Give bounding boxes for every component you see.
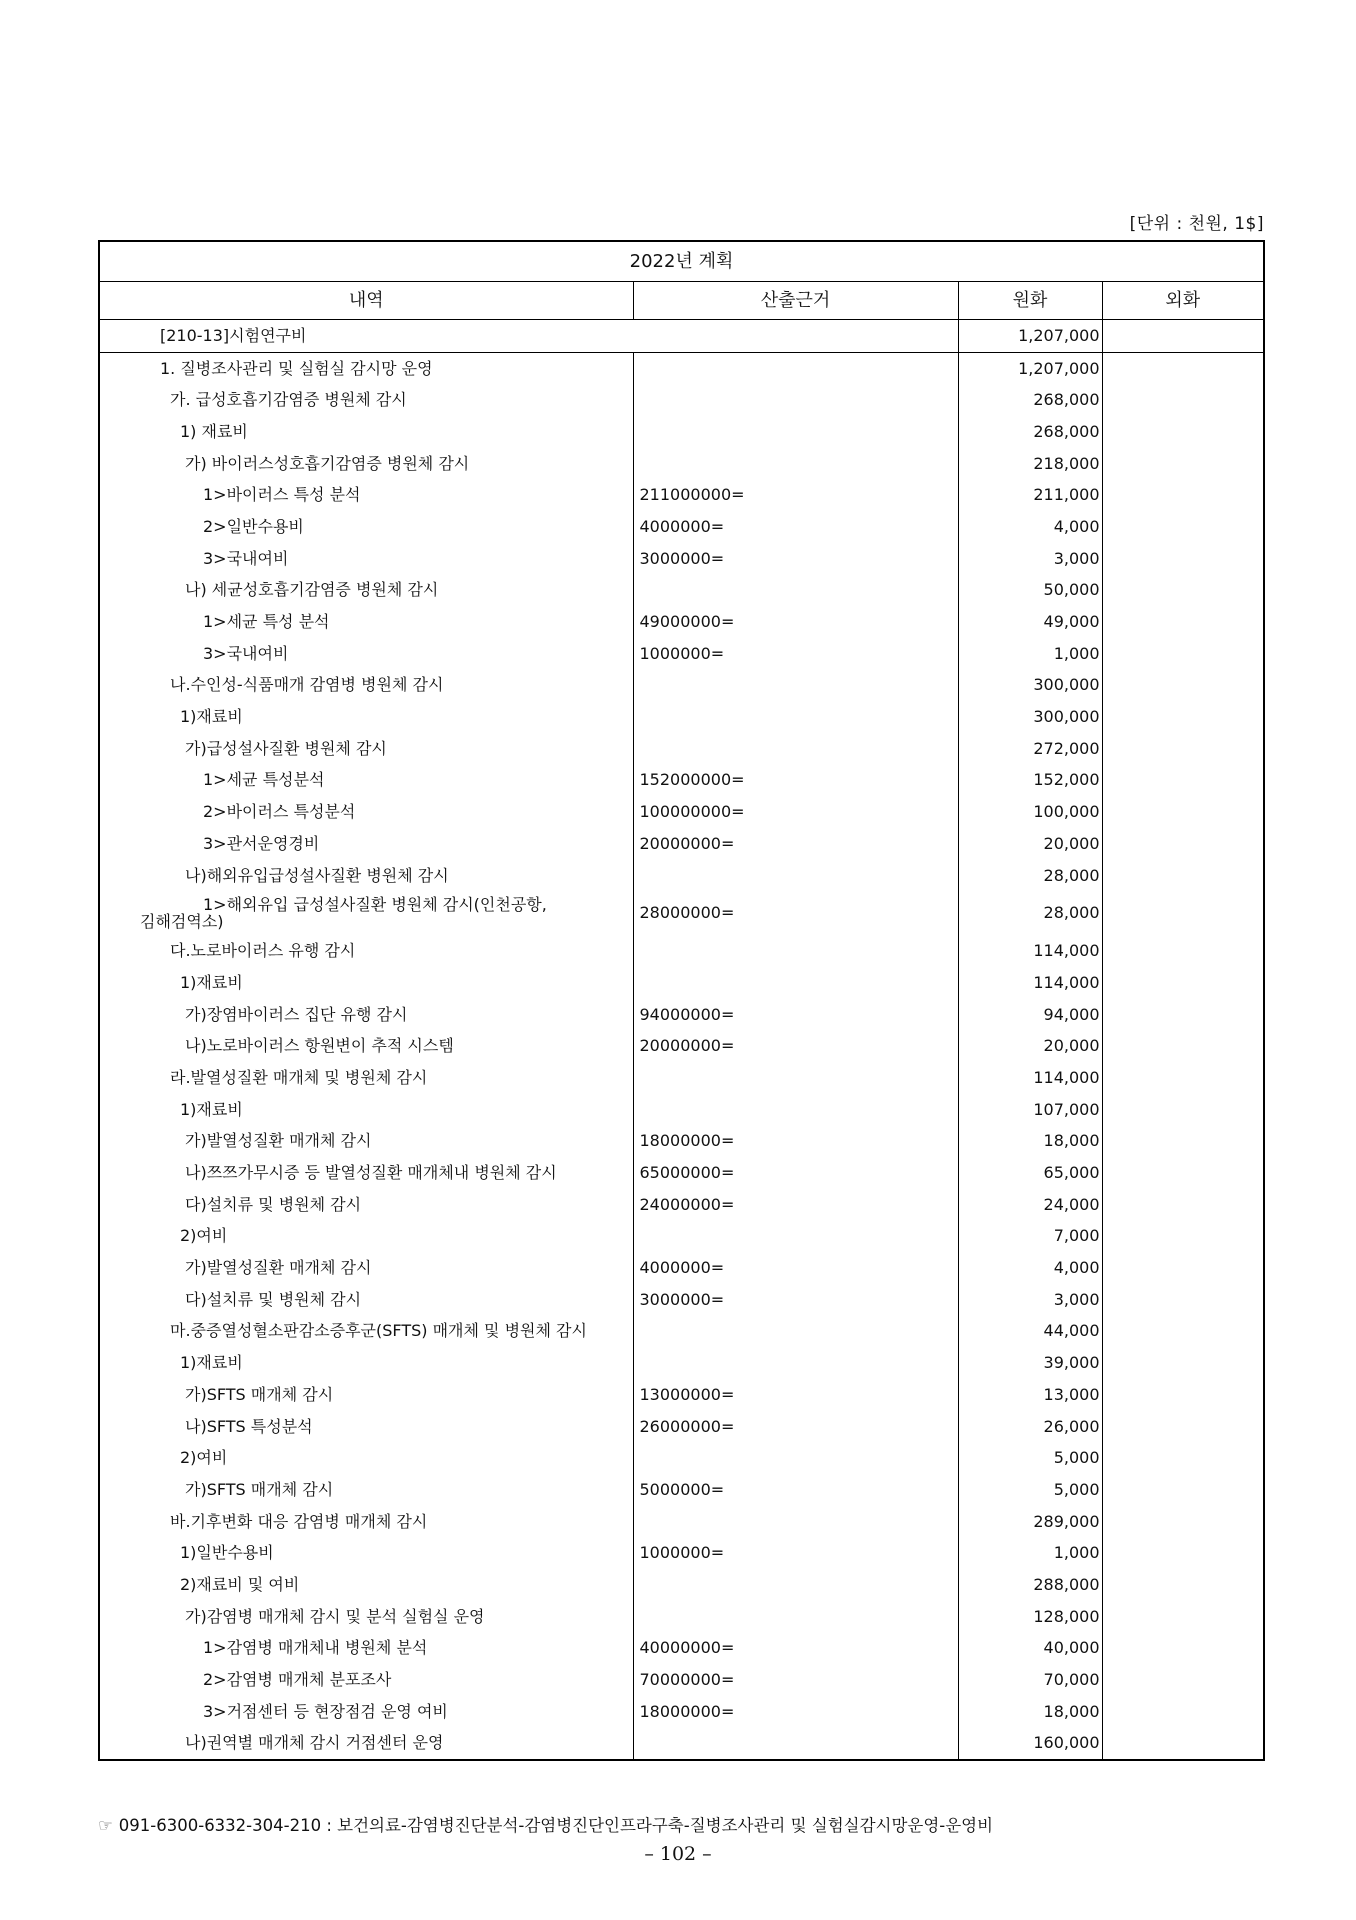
row-description: 나)노로바이러스 항원변이 추적 시스템 — [99, 1030, 633, 1062]
row-description: 다)설치류 및 병원체 감시 — [99, 1284, 633, 1316]
row-krw: 94,000 — [958, 999, 1102, 1031]
row-krw: 107,000 — [958, 1094, 1102, 1126]
row-description: 나)쯔쯔가무시증 등 발열성질환 매개체내 병원체 감시 — [99, 1157, 633, 1189]
table-row — [99, 1696, 1264, 1728]
row-basis — [633, 1347, 958, 1379]
row-fx — [1102, 935, 1264, 967]
row-description: 2)여비 — [99, 1442, 633, 1474]
row-basis: 211000000= — [633, 479, 958, 511]
row-basis: 4000000= — [633, 1252, 958, 1284]
table-row — [99, 701, 1264, 733]
row-fx — [1102, 1537, 1264, 1569]
table-row — [99, 1728, 1264, 1761]
row-fx — [1102, 448, 1264, 480]
table-row — [99, 1252, 1264, 1284]
row-description: 가)발열성질환 매개체 감시 — [99, 1252, 633, 1284]
row-basis — [633, 1221, 958, 1253]
row-fx — [1102, 638, 1264, 670]
row-basis: 65000000= — [633, 1157, 958, 1189]
footnote-text: 091-6300-6332-304-210 : 보건의료-감염병진단분석-감염병진단인프라구축-질병조사관리 및 실험실감시망운영-운영비 — [118, 1816, 994, 1835]
row-fx — [1102, 511, 1264, 543]
row-basis — [633, 1316, 958, 1348]
table-row — [99, 543, 1264, 575]
row-fx — [1102, 1728, 1264, 1761]
row-basis — [633, 967, 958, 999]
row-fx — [1102, 543, 1264, 575]
row-description: 가)감염병 매개체 감시 및 분석 실험실 운영 — [99, 1601, 633, 1633]
row-fx — [1102, 1062, 1264, 1094]
row-fx — [1102, 479, 1264, 511]
row-fx — [1102, 999, 1264, 1031]
header-krw: 원화 — [958, 282, 1102, 320]
year-header-row — [99, 241, 1264, 282]
row-basis: 49000000= — [633, 606, 958, 638]
row-description: 가)SFTS 매개체 감시 — [99, 1474, 633, 1506]
budget-table — [98, 240, 1265, 1761]
table-row — [99, 765, 1264, 797]
row-basis: 3000000= — [633, 1284, 958, 1316]
row-basis — [633, 384, 958, 416]
table-row — [99, 575, 1264, 607]
row-basis: 1000000= — [633, 638, 958, 670]
row-basis: 100000000= — [633, 796, 958, 828]
row-krw: 28,000 — [958, 860, 1102, 892]
row-fx — [1102, 860, 1264, 892]
row-description: 3>거점센터 등 현장점검 운영 여비 — [99, 1696, 633, 1728]
header-description: 내역 — [99, 282, 633, 320]
table-row — [99, 1379, 1264, 1411]
row-fx — [1102, 1474, 1264, 1506]
row-description: 1>세균 특성 분석 — [99, 606, 633, 638]
row-basis: 5000000= — [633, 1474, 958, 1506]
row-description: 나) 세균성호흡기감염증 병원체 감시 — [99, 575, 633, 607]
row-krw: 65,000 — [958, 1157, 1102, 1189]
row-krw: 211,000 — [958, 479, 1102, 511]
row-basis — [633, 1506, 958, 1538]
row-fx — [1102, 796, 1264, 828]
row-description: 1)재료비 — [99, 967, 633, 999]
row-description: 3>국내여비 — [99, 543, 633, 575]
row-fx — [1102, 1221, 1264, 1253]
row-description: 나)권역별 매개체 감시 거점센터 운영 — [99, 1728, 633, 1761]
row-fx — [1102, 1157, 1264, 1189]
row-krw: 3,000 — [958, 543, 1102, 575]
total-fx — [1102, 320, 1264, 353]
row-krw: 300,000 — [958, 701, 1102, 733]
row-description: 다.노로바이러스 유행 감시 — [99, 935, 633, 967]
table-row — [99, 733, 1264, 765]
row-basis — [633, 416, 958, 448]
table-row — [99, 1189, 1264, 1221]
row-description: 1) 재료비 — [99, 416, 633, 448]
row-krw: 288,000 — [958, 1569, 1102, 1601]
table-row — [99, 999, 1264, 1031]
row-fx — [1102, 1316, 1264, 1348]
row-fx — [1102, 1189, 1264, 1221]
row-description: 가)급성설사질환 병원체 감시 — [99, 733, 633, 765]
table-row — [99, 670, 1264, 702]
row-krw: 5,000 — [958, 1474, 1102, 1506]
row-description: 1)일반수용비 — [99, 1537, 633, 1569]
row-krw: 1,207,000 — [958, 352, 1102, 384]
row-description-line: 1>해외유입 급성설사질환 병원체 감시(인천공항, — [203, 895, 547, 915]
row-krw: 4,000 — [958, 511, 1102, 543]
table-row — [99, 352, 1264, 384]
row-basis: 3000000= — [633, 543, 958, 575]
table-row — [99, 1506, 1264, 1538]
row-description: 1)재료비 — [99, 1094, 633, 1126]
table-row — [99, 860, 1264, 892]
row-basis: 18000000= — [633, 1696, 958, 1728]
row-basis: 40000000= — [633, 1633, 958, 1665]
row-basis: 1000000= — [633, 1537, 958, 1569]
row-fx — [1102, 733, 1264, 765]
row-krw: 7,000 — [958, 1221, 1102, 1253]
row-fx — [1102, 1094, 1264, 1126]
row-krw: 272,000 — [958, 733, 1102, 765]
row-basis — [633, 701, 958, 733]
table-row — [99, 1030, 1264, 1062]
row-fx — [1102, 1569, 1264, 1601]
row-description: 라.발열성질환 매개체 및 병원체 감시 — [99, 1062, 633, 1094]
row-krw: 1,000 — [958, 638, 1102, 670]
row-basis: 4000000= — [633, 511, 958, 543]
row-description: 1>세균 특성분석 — [99, 765, 633, 797]
row-description: 1)재료비 — [99, 701, 633, 733]
row-krw: 152,000 — [958, 765, 1102, 797]
row-basis — [633, 670, 958, 702]
row-krw: 18,000 — [958, 1696, 1102, 1728]
table-row — [99, 1601, 1264, 1633]
row-basis — [633, 1601, 958, 1633]
row-description: 1)재료비 — [99, 1347, 633, 1379]
row-description: 다)설치류 및 병원체 감시 — [99, 1189, 633, 1221]
pointing-hand-icon: ☞ — [98, 1816, 113, 1835]
row-basis: 26000000= — [633, 1411, 958, 1443]
row-krw: 114,000 — [958, 1062, 1102, 1094]
row-basis: 13000000= — [633, 1379, 958, 1411]
unit-label: [단위 : 천원, 1$] — [1129, 214, 1264, 234]
row-basis — [633, 1569, 958, 1601]
row-fx — [1102, 1601, 1264, 1633]
row-krw: 39,000 — [958, 1347, 1102, 1379]
table-row — [99, 606, 1264, 638]
row-fx — [1102, 967, 1264, 999]
row-description: 3>관서운영경비 — [99, 828, 633, 860]
row-basis: 28000000= — [633, 891, 958, 935]
row-fx — [1102, 828, 1264, 860]
row-fx — [1102, 1379, 1264, 1411]
row-fx — [1102, 891, 1264, 935]
row-krw: 268,000 — [958, 416, 1102, 448]
table-row — [99, 1316, 1264, 1348]
row-basis — [633, 733, 958, 765]
row-krw: 50,000 — [958, 575, 1102, 607]
row-krw: 28,000 — [958, 891, 1102, 935]
table-row — [99, 416, 1264, 448]
row-description: 가) 바이러스성호흡기감염증 병원체 감시 — [99, 448, 633, 480]
row-basis: 24000000= — [633, 1189, 958, 1221]
row-fx — [1102, 352, 1264, 384]
row-fx — [1102, 670, 1264, 702]
row-basis — [633, 935, 958, 967]
row-fx — [1102, 1347, 1264, 1379]
row-fx — [1102, 1442, 1264, 1474]
row-krw: 128,000 — [958, 1601, 1102, 1633]
row-krw: 5,000 — [958, 1442, 1102, 1474]
row-basis: 152000000= — [633, 765, 958, 797]
row-basis — [633, 1442, 958, 1474]
row-basis: 70000000= — [633, 1664, 958, 1696]
table-row — [99, 1157, 1264, 1189]
header-fx: 외화 — [1102, 282, 1264, 320]
table-row — [99, 1062, 1264, 1094]
row-description: 가. 급성호흡기감염증 병원체 감시 — [99, 384, 633, 416]
row-fx — [1102, 1696, 1264, 1728]
row-krw: 26,000 — [958, 1411, 1102, 1443]
table-row — [99, 1347, 1264, 1379]
table-row — [99, 1474, 1264, 1506]
row-description: 1>바이러스 특성 분석 — [99, 479, 633, 511]
row-krw: 44,000 — [958, 1316, 1102, 1348]
table-row — [99, 1094, 1264, 1126]
row-fx — [1102, 384, 1264, 416]
table-row — [99, 384, 1264, 416]
row-krw: 13,000 — [958, 1379, 1102, 1411]
page-number: – 102 – — [644, 1843, 712, 1865]
row-krw: 300,000 — [958, 670, 1102, 702]
row-krw: 114,000 — [958, 935, 1102, 967]
row-basis — [633, 1094, 958, 1126]
row-fx — [1102, 416, 1264, 448]
row-description: 나)SFTS 특성분석 — [99, 1411, 633, 1443]
total-description: [210-13]시험연구비 — [99, 320, 958, 353]
row-description: 1>감염병 매개체내 병원체 분석 — [99, 1633, 633, 1665]
row-basis — [633, 575, 958, 607]
row-fx — [1102, 1411, 1264, 1443]
row-fx — [1102, 1126, 1264, 1158]
row-krw: 40,000 — [958, 1633, 1102, 1665]
row-basis — [633, 1728, 958, 1761]
table-row — [99, 891, 1264, 935]
row-krw: 218,000 — [958, 448, 1102, 480]
table-row — [99, 1569, 1264, 1601]
row-krw: 3,000 — [958, 1284, 1102, 1316]
row-basis: 18000000= — [633, 1126, 958, 1158]
row-fx — [1102, 1633, 1264, 1665]
row-basis: 20000000= — [633, 828, 958, 860]
table-row — [99, 935, 1264, 967]
row-fx — [1102, 1284, 1264, 1316]
row-basis — [633, 352, 958, 384]
table-row — [99, 1664, 1264, 1696]
row-description: 1. 질병조사관리 및 실험실 감시망 운영 — [99, 352, 633, 384]
row-krw: 160,000 — [958, 1728, 1102, 1761]
table-row — [99, 1537, 1264, 1569]
row-basis — [633, 448, 958, 480]
table-row — [99, 967, 1264, 999]
table-row — [99, 1221, 1264, 1253]
row-fx — [1102, 701, 1264, 733]
row-krw: 20,000 — [958, 1030, 1102, 1062]
row-krw: 100,000 — [958, 796, 1102, 828]
row-description-line: 김해검역소) — [140, 912, 224, 932]
table-row — [99, 479, 1264, 511]
row-description: 2)여비 — [99, 1221, 633, 1253]
total-row — [99, 320, 1264, 353]
row-krw: 1,000 — [958, 1537, 1102, 1569]
row-basis: 20000000= — [633, 1030, 958, 1062]
column-header-row — [99, 282, 1264, 320]
row-basis — [633, 860, 958, 892]
row-krw: 114,000 — [958, 967, 1102, 999]
table-row — [99, 638, 1264, 670]
table-row — [99, 796, 1264, 828]
year-title: 2022년 계획 — [99, 241, 1264, 282]
row-description: 가)장염바이러스 집단 유행 감시 — [99, 999, 633, 1031]
row-description: 나.수인성-식품매개 감염병 병원체 감시 — [99, 670, 633, 702]
footnote — [98, 1812, 993, 1836]
row-fx — [1102, 606, 1264, 638]
row-description: 가)SFTS 매개체 감시 — [99, 1379, 633, 1411]
row-fx — [1102, 1664, 1264, 1696]
table-row — [99, 1411, 1264, 1443]
row-krw: 20,000 — [958, 828, 1102, 860]
row-krw: 4,000 — [958, 1252, 1102, 1284]
row-description: 2>일반수용비 — [99, 511, 633, 543]
row-description: 2)재료비 및 여비 — [99, 1569, 633, 1601]
table-row — [99, 448, 1264, 480]
table-row — [99, 1126, 1264, 1158]
table-row — [99, 828, 1264, 860]
row-krw: 24,000 — [958, 1189, 1102, 1221]
row-fx — [1102, 1252, 1264, 1284]
total-krw: 1,207,000 — [958, 320, 1102, 353]
row-description: 3>국내여비 — [99, 638, 633, 670]
row-description: 바.기후변화 대응 감염병 매개체 감시 — [99, 1506, 633, 1538]
row-description — [99, 891, 633, 935]
row-description: 2>감염병 매개체 분포조사 — [99, 1664, 633, 1696]
table-row — [99, 1442, 1264, 1474]
row-fx — [1102, 575, 1264, 607]
row-basis: 94000000= — [633, 999, 958, 1031]
row-description: 마.중증열성혈소판감소증후군(SFTS) 매개체 및 병원체 감시 — [99, 1316, 633, 1348]
row-description: 2>바이러스 특성분석 — [99, 796, 633, 828]
table-row — [99, 511, 1264, 543]
row-fx — [1102, 1030, 1264, 1062]
row-krw: 49,000 — [958, 606, 1102, 638]
header-basis: 산출근거 — [633, 282, 958, 320]
row-krw: 70,000 — [958, 1664, 1102, 1696]
row-krw: 18,000 — [958, 1126, 1102, 1158]
table-row — [99, 1284, 1264, 1316]
table-row — [99, 1633, 1264, 1665]
row-fx — [1102, 765, 1264, 797]
row-description: 나)해외유입급성설사질환 병원체 감시 — [99, 860, 633, 892]
row-basis — [633, 1062, 958, 1094]
row-krw: 268,000 — [958, 384, 1102, 416]
row-fx — [1102, 1506, 1264, 1538]
row-krw: 289,000 — [958, 1506, 1102, 1538]
row-description: 가)발열성질환 매개체 감시 — [99, 1126, 633, 1158]
